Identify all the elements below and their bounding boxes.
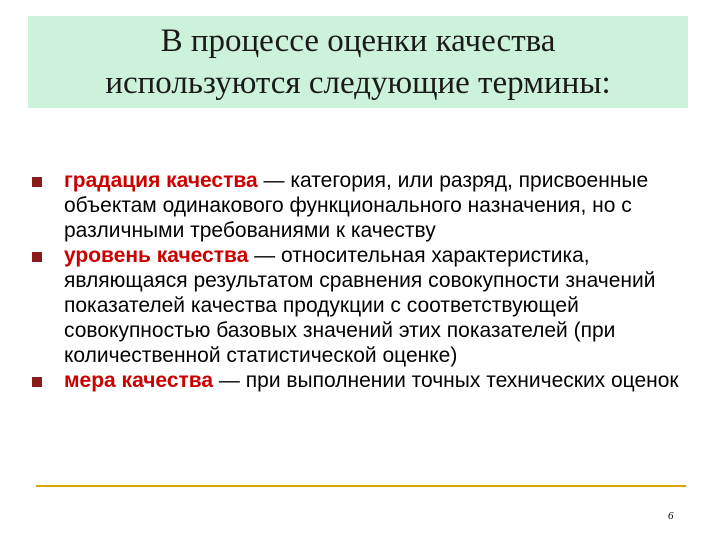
term-label: уровень качества <box>64 244 249 267</box>
list-item <box>30 243 700 368</box>
page-number: 6 <box>668 510 674 522</box>
list-item <box>30 368 700 393</box>
title-box <box>28 16 688 108</box>
terms-list <box>30 168 700 393</box>
square-bullet-icon <box>32 252 42 262</box>
term-label: мера качества <box>64 369 214 392</box>
square-bullet-icon <box>32 377 42 387</box>
footer-rule <box>36 485 686 487</box>
square-bullet-icon <box>32 177 42 187</box>
list-item <box>30 168 700 243</box>
term-definition: — категория, или разряд, присвоенные объектам одинакового функционального назначения, но с различными требованиями к качеству <box>64 169 649 242</box>
term-definition: — при выполнении точных технических оценок <box>213 369 679 392</box>
term-definition: — относительная характеристика, являющаяся результатом сравнения совокупности значений показателей качества продукции с соответствующей совокупностью базовых значений этих показателей (при количественной статистической оценке) <box>64 244 656 367</box>
list-item-text <box>64 368 700 393</box>
term-label: градация качества <box>64 169 258 192</box>
list-item-text <box>64 168 700 243</box>
list-item-text <box>64 243 700 368</box>
title-line-2: используются следующие термины: <box>105 65 611 101</box>
title-line-1: В процессе оценки качества <box>160 23 556 59</box>
